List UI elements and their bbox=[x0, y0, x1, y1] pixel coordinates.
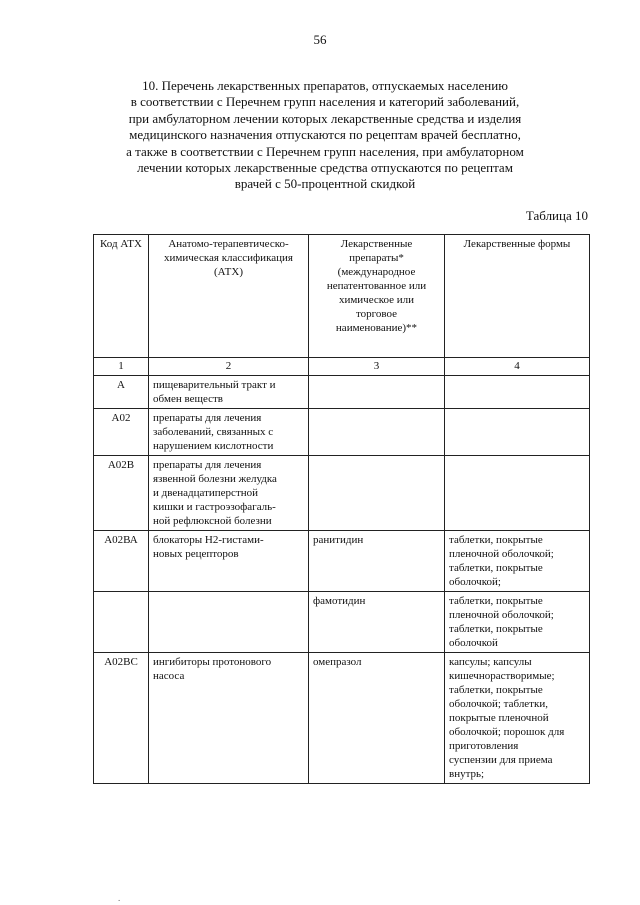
table-row bbox=[94, 376, 590, 409]
atc-classification bbox=[149, 592, 309, 653]
heading-line: врачей с 50-процентной скидкой bbox=[234, 176, 416, 192]
header-code: Код АТХ bbox=[94, 235, 149, 358]
drug-table bbox=[93, 234, 590, 784]
atc-classification: пищеварительный тракт и обмен веществ bbox=[149, 376, 309, 409]
heading-line: медицинского назначения отпускаются по рецептам врачей бесплатно, bbox=[129, 127, 521, 143]
dosage-forms bbox=[445, 456, 590, 531]
dosage-forms bbox=[445, 409, 590, 456]
column-number: 1 bbox=[94, 358, 149, 376]
table-header-row bbox=[94, 235, 590, 358]
atc-code: А02ВС bbox=[94, 653, 149, 784]
drug-name bbox=[309, 409, 445, 456]
dosage-forms: таблетки, покрытые пленочной оболочкой; таблетки, покрытые оболочкой bbox=[445, 592, 590, 653]
scan-mark: . bbox=[118, 893, 121, 903]
header-forms: Лекарственные формы bbox=[445, 235, 590, 358]
dosage-forms: таблетки, покрытые пленочной оболочкой; таблетки, покрытые оболочкой; bbox=[445, 531, 590, 592]
heading-line: 10. Перечень лекарственных препаратов, отпускаемых населению bbox=[142, 78, 508, 93]
atc-code: А02 bbox=[94, 409, 149, 456]
atc-classification: препараты для лечения заболеваний, связанных с нарушением кислотности bbox=[149, 409, 309, 456]
atc-code bbox=[94, 592, 149, 653]
table-row bbox=[94, 531, 590, 592]
heading-line: при амбулаторном лечении которых лекарственные средства и изделия bbox=[128, 110, 522, 126]
atc-classification: блокаторы Н2-гистами- новых рецепторов bbox=[149, 531, 309, 592]
table-caption: Таблица 10 bbox=[525, 208, 588, 223]
table-row bbox=[94, 653, 590, 784]
column-number: 2 bbox=[149, 358, 309, 376]
atc-code: А02В bbox=[94, 456, 149, 531]
header-classification: Анатомо-терапевтическо- химическая классификация (АТХ) bbox=[149, 235, 309, 358]
dosage-forms: капсулы; капсулы кишечнорастворимые; таблетки, покрытые оболочкой; таблетки, покрытые пленочной оболочкой; порошок для приготовления суспензии для приема внутрь; bbox=[445, 653, 590, 784]
drug-name bbox=[309, 376, 445, 409]
atc-classification: ингибиторы протонового насоса bbox=[149, 653, 309, 784]
heading-line: в соответствии с Перечнем групп населения и категорий заболеваний, bbox=[130, 94, 520, 110]
column-number: 4 bbox=[445, 358, 590, 376]
drug-name: фамотидин bbox=[309, 592, 445, 653]
heading-line: лечении которых лекарственные средства отпускаются по рецептам bbox=[137, 160, 513, 176]
table-row bbox=[94, 592, 590, 653]
drug-name bbox=[309, 456, 445, 531]
dosage-forms bbox=[445, 376, 590, 409]
atc-classification: препараты для лечения язвенной болезни желудка и двенадцатиперстной кишки и гастроэзофагаль- ной рефлюксной болезни bbox=[149, 456, 309, 531]
column-number: 3 bbox=[309, 358, 445, 376]
drug-name: омепразол bbox=[309, 653, 445, 784]
page-number: 56 bbox=[313, 32, 327, 47]
table-row bbox=[94, 409, 590, 456]
table-row bbox=[94, 456, 590, 531]
atc-code: А bbox=[94, 376, 149, 409]
drug-name: ранитидин bbox=[309, 531, 445, 592]
heading-line: а также в соответствии с Перечнем групп населения, при амбулаторном bbox=[126, 143, 524, 159]
document-heading bbox=[90, 78, 560, 193]
header-drugs: Лекарственные препараты* (международное непатентованное или химическое или торговое наименование)** bbox=[309, 235, 445, 358]
atc-code: А02ВА bbox=[94, 531, 149, 592]
column-number-row bbox=[94, 358, 590, 376]
